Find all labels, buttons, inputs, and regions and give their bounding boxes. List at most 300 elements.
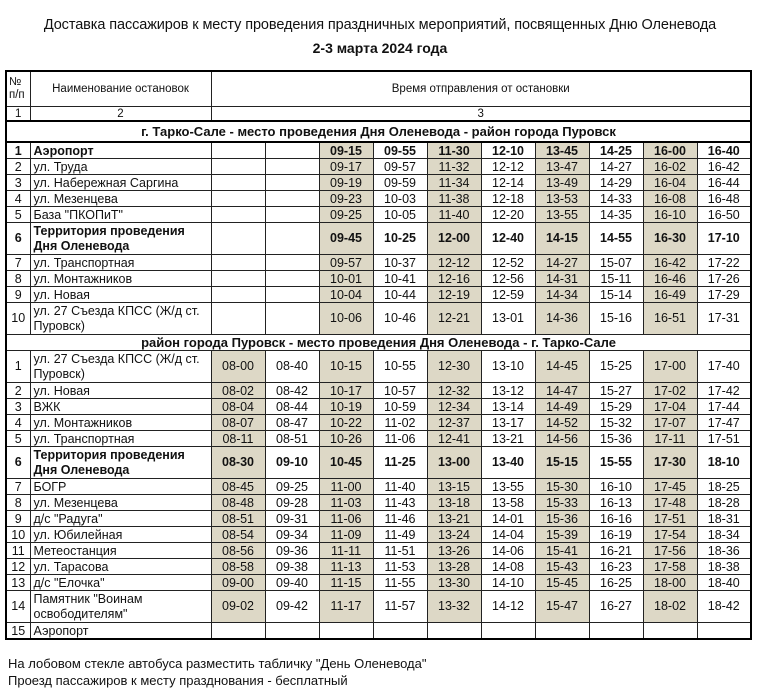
stop-number: 14 xyxy=(6,591,30,623)
stop-row xyxy=(6,303,751,335)
stop-row xyxy=(6,351,751,383)
departure-time xyxy=(211,223,265,255)
stop-number: 3 xyxy=(6,175,30,191)
departure-time: 11-46 xyxy=(373,511,427,527)
departure-time: 09-42 xyxy=(265,591,319,623)
departure-time: 09-25 xyxy=(265,479,319,495)
stop-row xyxy=(6,415,751,431)
departure-time: 13-30 xyxy=(427,575,481,591)
departure-time: 14-27 xyxy=(589,159,643,175)
departure-time: 13-10 xyxy=(481,351,535,383)
departure-time: 18-02 xyxy=(643,591,697,623)
stop-name: ул. 27 Съезда КПСС (Ж/д ст. Пуровск) xyxy=(30,351,211,383)
departure-time xyxy=(265,303,319,335)
departure-time: 08-54 xyxy=(211,527,265,543)
departure-time: 17-11 xyxy=(643,431,697,447)
table-header-row xyxy=(6,71,751,107)
departure-time: 08-30 xyxy=(211,447,265,479)
stop-number: 12 xyxy=(6,559,30,575)
departure-time: 12-19 xyxy=(427,287,481,303)
departure-time: 14-29 xyxy=(589,175,643,191)
departure-time: 09-02 xyxy=(211,591,265,623)
departure-time: 16-21 xyxy=(589,543,643,559)
note-free-travel: Проезд пассажиров к месту празднования - бесплатный xyxy=(8,673,348,688)
departure-time: 14-08 xyxy=(481,559,535,575)
departure-time: 16-10 xyxy=(643,207,697,223)
departure-time: 09-19 xyxy=(319,175,373,191)
departure-time: 08-07 xyxy=(211,415,265,431)
departure-time: 13-21 xyxy=(427,511,481,527)
departure-time xyxy=(265,159,319,175)
departure-time: 15-29 xyxy=(589,399,643,415)
departure-time: 18-34 xyxy=(697,527,751,543)
stop-number: 9 xyxy=(6,511,30,527)
stop-number: 11 xyxy=(6,543,30,559)
departure-time: 12-21 xyxy=(427,303,481,335)
departure-time: 17-04 xyxy=(643,399,697,415)
departure-time: 17-51 xyxy=(697,431,751,447)
stop-row xyxy=(6,223,751,255)
departure-time: 16-27 xyxy=(589,591,643,623)
column-index-row xyxy=(6,107,751,122)
stop-number: 5 xyxy=(6,431,30,447)
departure-time: 18-10 xyxy=(697,447,751,479)
stop-name: База "ПКОПиТ" xyxy=(30,207,211,223)
departure-time: 13-47 xyxy=(535,159,589,175)
stop-name: Территория проведения Дня Оленевода xyxy=(30,223,211,255)
departure-time xyxy=(643,623,697,640)
departure-time xyxy=(265,207,319,223)
departure-time xyxy=(481,623,535,640)
departure-time: 08-02 xyxy=(211,383,265,399)
departure-time: 09-10 xyxy=(265,447,319,479)
departure-time: 08-56 xyxy=(211,543,265,559)
stop-number: 3 xyxy=(6,399,30,415)
departure-time: 15-55 xyxy=(589,447,643,479)
departure-time: 10-57 xyxy=(373,383,427,399)
departure-time: 13-45 xyxy=(535,142,589,159)
departure-time: 14-31 xyxy=(535,271,589,287)
stop-name: Памятник "Воинам освободителям" xyxy=(30,591,211,623)
departure-time: 17-51 xyxy=(643,511,697,527)
departure-time: 14-12 xyxy=(481,591,535,623)
departure-time: 11-09 xyxy=(319,527,373,543)
document-date: 2-3 марта 2024 года xyxy=(312,40,448,56)
departure-time: 12-41 xyxy=(427,431,481,447)
stop-number: 7 xyxy=(6,255,30,271)
stop-row xyxy=(6,543,751,559)
departure-time: 16-42 xyxy=(643,255,697,271)
stop-number: 9 xyxy=(6,287,30,303)
stop-name: БОГР xyxy=(30,479,211,495)
departure-time: 13-00 xyxy=(427,447,481,479)
stop-name: ул. Монтажников xyxy=(30,415,211,431)
departure-time: 17-58 xyxy=(643,559,697,575)
departure-time: 09-40 xyxy=(265,575,319,591)
departure-time: 10-01 xyxy=(319,271,373,287)
stop-row xyxy=(6,255,751,271)
departure-time: 10-05 xyxy=(373,207,427,223)
stop-number: 10 xyxy=(6,527,30,543)
departure-time: 08-47 xyxy=(265,415,319,431)
departure-time xyxy=(211,191,265,207)
departure-time: 12-52 xyxy=(481,255,535,271)
stop-number: 4 xyxy=(6,191,30,207)
departure-time: 08-45 xyxy=(211,479,265,495)
departure-time: 14-35 xyxy=(589,207,643,223)
stop-number: 4 xyxy=(6,415,30,431)
departure-time: 12-18 xyxy=(481,191,535,207)
departure-time: 12-16 xyxy=(427,271,481,287)
departure-time: 12-59 xyxy=(481,287,535,303)
stop-name: д/с "Радуга" xyxy=(30,511,211,527)
stop-name: ул. Новая xyxy=(30,383,211,399)
departure-time: 09-23 xyxy=(319,191,373,207)
stop-name: ул. Набережная Саргина xyxy=(30,175,211,191)
route-title: г. Тарко-Сале - место проведения Дня Оленевода - район города Пуровск xyxy=(6,121,751,142)
departure-time: 15-45 xyxy=(535,575,589,591)
departure-time: 12-10 xyxy=(481,142,535,159)
departure-time: 13-28 xyxy=(427,559,481,575)
stop-row xyxy=(6,479,751,495)
stop-number: 13 xyxy=(6,575,30,591)
document-title: Доставка пассажиров к месту проведения праздничных мероприятий, посвященных Дню Оленевода xyxy=(43,17,717,33)
departure-time: 15-36 xyxy=(535,511,589,527)
departure-time: 15-41 xyxy=(535,543,589,559)
departure-time: 11-06 xyxy=(373,431,427,447)
departure-time: 16-02 xyxy=(643,159,697,175)
departure-time: 11-00 xyxy=(319,479,373,495)
departure-time: 14-10 xyxy=(481,575,535,591)
column-header-number: № п/п xyxy=(6,71,30,107)
departure-time: 15-11 xyxy=(589,271,643,287)
stop-number: 2 xyxy=(6,159,30,175)
departure-time: 11-06 xyxy=(319,511,373,527)
departure-time: 14-27 xyxy=(535,255,589,271)
stop-name: Метеостанция xyxy=(30,543,211,559)
departure-time: 10-41 xyxy=(373,271,427,287)
departure-time: 18-36 xyxy=(697,543,751,559)
departure-time: 13-18 xyxy=(427,495,481,511)
departure-time: 12-37 xyxy=(427,415,481,431)
departure-time: 16-04 xyxy=(643,175,697,191)
departure-time: 15-30 xyxy=(535,479,589,495)
departure-time: 14-52 xyxy=(535,415,589,431)
departure-time: 16-19 xyxy=(589,527,643,543)
departure-time: 14-33 xyxy=(589,191,643,207)
departure-time xyxy=(211,303,265,335)
departure-time: 11-43 xyxy=(373,495,427,511)
stop-row xyxy=(6,142,751,159)
stop-number: 6 xyxy=(6,223,30,255)
departure-time: 14-34 xyxy=(535,287,589,303)
departure-time: 11-11 xyxy=(319,543,373,559)
departure-time xyxy=(265,191,319,207)
departure-time: 15-25 xyxy=(589,351,643,383)
departure-time: 11-40 xyxy=(373,479,427,495)
departure-time: 13-53 xyxy=(535,191,589,207)
column-index: 1 xyxy=(6,107,30,122)
stop-number: 10 xyxy=(6,303,30,335)
stop-row xyxy=(6,575,751,591)
departure-time: 12-30 xyxy=(427,351,481,383)
stop-name: ул. Юбилейная xyxy=(30,527,211,543)
stop-name: ул. Монтажников xyxy=(30,271,211,287)
column-index: 3 xyxy=(211,107,751,122)
departure-time xyxy=(265,287,319,303)
stop-name: ул. Транспортная xyxy=(30,431,211,447)
departure-time: 16-25 xyxy=(589,575,643,591)
stop-row xyxy=(6,623,751,640)
departure-time xyxy=(211,207,265,223)
departure-time: 15-36 xyxy=(589,431,643,447)
column-header-departure-time: Время отправления от остановки xyxy=(211,71,751,107)
departure-time: 18-25 xyxy=(697,479,751,495)
departure-time: 12-40 xyxy=(481,223,535,255)
stop-row xyxy=(6,287,751,303)
departure-time: 15-32 xyxy=(589,415,643,431)
departure-time: 17-47 xyxy=(697,415,751,431)
stop-name: д/с "Елочка" xyxy=(30,575,211,591)
departure-time xyxy=(265,223,319,255)
departure-time: 15-43 xyxy=(535,559,589,575)
departure-time: 09-57 xyxy=(373,159,427,175)
departure-time xyxy=(211,623,265,640)
departure-time: 09-36 xyxy=(265,543,319,559)
stop-number: 8 xyxy=(6,271,30,287)
departure-time: 18-31 xyxy=(697,511,751,527)
departure-time: 09-15 xyxy=(319,142,373,159)
stop-row xyxy=(6,207,751,223)
departure-time: 10-04 xyxy=(319,287,373,303)
departure-time: 08-58 xyxy=(211,559,265,575)
departure-time xyxy=(535,623,589,640)
stop-row xyxy=(6,175,751,191)
stop-row xyxy=(6,591,751,623)
departure-time: 12-32 xyxy=(427,383,481,399)
departure-time: 12-00 xyxy=(427,223,481,255)
departure-time: 14-06 xyxy=(481,543,535,559)
departure-time: 10-22 xyxy=(319,415,373,431)
column-header-stop-name: Наименование остановок xyxy=(30,71,211,107)
departure-time: 09-57 xyxy=(319,255,373,271)
departure-time: 09-31 xyxy=(265,511,319,527)
departure-time: 09-55 xyxy=(373,142,427,159)
departure-time xyxy=(211,255,265,271)
stop-row xyxy=(6,511,751,527)
stop-row xyxy=(6,431,751,447)
stop-name: Аэропорт xyxy=(30,623,211,640)
route-title: район города Пуровск - место проведения Дня Оленевода - г. Тарко-Сале xyxy=(6,335,751,351)
departure-time: 14-47 xyxy=(535,383,589,399)
column-index: 2 xyxy=(30,107,211,122)
departure-time: 08-44 xyxy=(265,399,319,415)
departure-time xyxy=(265,255,319,271)
departure-time: 11-38 xyxy=(427,191,481,207)
departure-time: 14-01 xyxy=(481,511,535,527)
departure-time: 18-38 xyxy=(697,559,751,575)
departure-time: 17-40 xyxy=(697,351,751,383)
departure-time: 15-07 xyxy=(589,255,643,271)
stop-row xyxy=(6,527,751,543)
departure-time xyxy=(589,623,643,640)
departure-time: 14-56 xyxy=(535,431,589,447)
departure-time: 17-42 xyxy=(697,383,751,399)
departure-time: 12-12 xyxy=(481,159,535,175)
stop-number: 1 xyxy=(6,142,30,159)
departure-time: 13-14 xyxy=(481,399,535,415)
departure-time: 14-55 xyxy=(589,223,643,255)
departure-time: 10-03 xyxy=(373,191,427,207)
note-bus-sign: На лобовом стекле автобуса разместить табличку "День Оленевода" xyxy=(8,656,427,671)
stop-row xyxy=(6,447,751,479)
departure-time: 08-11 xyxy=(211,431,265,447)
departure-time: 12-14 xyxy=(481,175,535,191)
stop-row xyxy=(6,383,751,399)
departure-time: 16-51 xyxy=(643,303,697,335)
departure-time: 09-38 xyxy=(265,559,319,575)
stop-row xyxy=(6,191,751,207)
departure-time: 12-20 xyxy=(481,207,535,223)
departure-time: 11-40 xyxy=(427,207,481,223)
departure-time: 14-04 xyxy=(481,527,535,543)
stop-name: ул. Тарасова xyxy=(30,559,211,575)
departure-time: 16-10 xyxy=(589,479,643,495)
departure-time: 16-46 xyxy=(643,271,697,287)
departure-time: 16-16 xyxy=(589,511,643,527)
departure-time: 16-44 xyxy=(697,175,751,191)
departure-time: 16-23 xyxy=(589,559,643,575)
departure-time: 12-12 xyxy=(427,255,481,271)
departure-time: 09-28 xyxy=(265,495,319,511)
departure-time: 17-07 xyxy=(643,415,697,431)
departure-time: 18-42 xyxy=(697,591,751,623)
departure-time: 14-25 xyxy=(589,142,643,159)
departure-time: 10-44 xyxy=(373,287,427,303)
departure-time: 17-31 xyxy=(697,303,751,335)
departure-time: 13-24 xyxy=(427,527,481,543)
departure-time: 08-00 xyxy=(211,351,265,383)
departure-time: 11-49 xyxy=(373,527,427,543)
departure-time: 18-40 xyxy=(697,575,751,591)
departure-time: 15-39 xyxy=(535,527,589,543)
stop-number: 1 xyxy=(6,351,30,383)
departure-time: 15-15 xyxy=(535,447,589,479)
departure-time xyxy=(373,623,427,640)
departure-time: 10-26 xyxy=(319,431,373,447)
departure-time: 13-55 xyxy=(535,207,589,223)
stop-name: ВЖК xyxy=(30,399,211,415)
departure-time: 11-30 xyxy=(427,142,481,159)
stop-number: 15 xyxy=(6,623,30,640)
departure-time: 13-21 xyxy=(481,431,535,447)
stop-name: ул. Мезенцева xyxy=(30,191,211,207)
stop-number: 2 xyxy=(6,383,30,399)
departure-time: 08-40 xyxy=(265,351,319,383)
departure-time: 10-17 xyxy=(319,383,373,399)
departure-time: 13-32 xyxy=(427,591,481,623)
departure-time: 10-06 xyxy=(319,303,373,335)
departure-time: 13-49 xyxy=(535,175,589,191)
stop-name: ул. Мезенцева xyxy=(30,495,211,511)
departure-time: 17-54 xyxy=(643,527,697,543)
stop-row xyxy=(6,271,751,287)
departure-time: 13-26 xyxy=(427,543,481,559)
departure-time: 08-48 xyxy=(211,495,265,511)
departure-time: 10-25 xyxy=(373,223,427,255)
departure-time: 13-55 xyxy=(481,479,535,495)
departure-time: 09-17 xyxy=(319,159,373,175)
departure-time: 17-48 xyxy=(643,495,697,511)
departure-time: 10-59 xyxy=(373,399,427,415)
stop-number: 5 xyxy=(6,207,30,223)
departure-time xyxy=(319,623,373,640)
departure-time: 16-48 xyxy=(697,191,751,207)
departure-time: 11-32 xyxy=(427,159,481,175)
departure-time: 14-36 xyxy=(535,303,589,335)
departure-time: 13-58 xyxy=(481,495,535,511)
departure-time: 09-45 xyxy=(319,223,373,255)
departure-time: 16-08 xyxy=(643,191,697,207)
departure-time: 15-14 xyxy=(589,287,643,303)
departure-time xyxy=(211,287,265,303)
departure-time: 16-50 xyxy=(697,207,751,223)
departure-time: 11-34 xyxy=(427,175,481,191)
departure-time: 13-17 xyxy=(481,415,535,431)
departure-time: 15-27 xyxy=(589,383,643,399)
departure-time xyxy=(697,623,751,640)
route-section-header xyxy=(6,121,751,142)
departure-time: 13-40 xyxy=(481,447,535,479)
departure-time: 16-49 xyxy=(643,287,697,303)
departure-time: 17-26 xyxy=(697,271,751,287)
departure-time: 10-55 xyxy=(373,351,427,383)
departure-time: 11-53 xyxy=(373,559,427,575)
stop-name: ул. 27 Съезда КПСС (Ж/д ст. Пуровск) xyxy=(30,303,211,335)
departure-time: 09-00 xyxy=(211,575,265,591)
departure-time xyxy=(265,175,319,191)
timetable xyxy=(5,70,752,640)
departure-time: 14-15 xyxy=(535,223,589,255)
departure-time: 17-29 xyxy=(697,287,751,303)
departure-time: 10-37 xyxy=(373,255,427,271)
departure-time: 14-45 xyxy=(535,351,589,383)
departure-time xyxy=(427,623,481,640)
departure-time: 11-02 xyxy=(373,415,427,431)
departure-time: 17-56 xyxy=(643,543,697,559)
departure-time: 16-00 xyxy=(643,142,697,159)
departure-time xyxy=(265,623,319,640)
departure-time: 16-30 xyxy=(643,223,697,255)
departure-time: 15-16 xyxy=(589,303,643,335)
departure-time: 17-00 xyxy=(643,351,697,383)
departure-time: 11-15 xyxy=(319,575,373,591)
departure-time: 12-56 xyxy=(481,271,535,287)
departure-time: 12-34 xyxy=(427,399,481,415)
stop-row xyxy=(6,399,751,415)
departure-time: 11-03 xyxy=(319,495,373,511)
departure-time: 17-02 xyxy=(643,383,697,399)
stop-number: 6 xyxy=(6,447,30,479)
stop-name: ул. Труда xyxy=(30,159,211,175)
departure-time: 16-40 xyxy=(697,142,751,159)
departure-time: 09-34 xyxy=(265,527,319,543)
departure-time xyxy=(265,271,319,287)
departure-time: 11-55 xyxy=(373,575,427,591)
departure-time: 08-51 xyxy=(265,431,319,447)
departure-time xyxy=(211,159,265,175)
departure-time xyxy=(265,142,319,159)
